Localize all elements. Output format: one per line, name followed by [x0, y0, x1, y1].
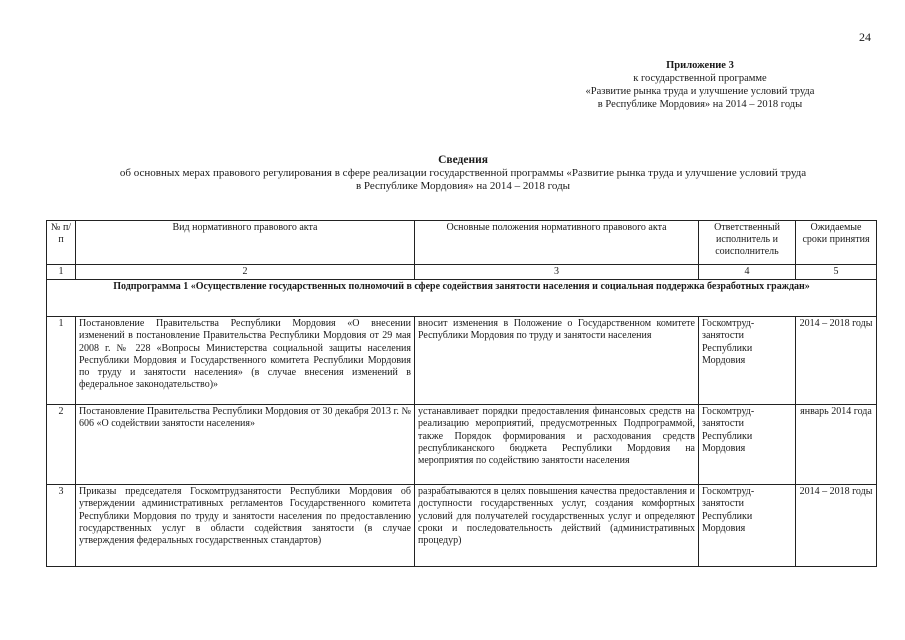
row-act-type: Постановление Правительства Республики Мордовия «О внесении изменений в постановление Правительства Республики Мордовия от 29 мая 2008 г. № 228 «Вопросы Министерства социальной защиты населения Республики Мордовия и Государственного комитета Республики Мордовия по труду и занятости населения» (в случае внесения изменений в федеральное законодательство)»: [76, 317, 415, 405]
subprogram-title: Подпрограмма 1 «Осуществление государственных полномочий в сфере содействия занятости населения и социальная поддержка безработных граждан»: [47, 280, 877, 317]
table-row: [47, 485, 877, 567]
column-number: 3: [415, 265, 699, 280]
row-num: 1: [47, 317, 76, 405]
column-number: 2: [76, 265, 415, 280]
column-number-row: [47, 265, 877, 280]
row-num: 2: [47, 405, 76, 485]
heading-line-1: об основных мерах правового регулирования в сфере реализации государственной программы «Развитие рынка труда и улучшение условий труда: [119, 167, 807, 179]
header-num: № п/п: [47, 221, 76, 265]
column-number: 5: [796, 265, 877, 280]
heading-line-2: в Республике Мордовия» на 2014 – 2018 годы: [355, 180, 571, 192]
row-terms: январь 2014 года: [796, 405, 877, 485]
header-terms: Ожидаемые сроки принятия: [796, 221, 877, 265]
row-provisions: разрабатываются в целях повышения качества предоставления и доступности государственных услуг, создания комфортных условий для получателей государственных услуг и определяют сроки и последовательность действий (административных процедур): [415, 485, 699, 567]
row-num: 3: [47, 485, 76, 567]
row-act-type: Приказы председателя Госкомтрудзанятости Республики Мордовия об утверждении административных регламентов Государственного комитета Республики Мордовия по труду и занятости населения по предоставлению государственных услуг в области содействия занятости (в случае утверждения федеральных государственных стандартов): [76, 485, 415, 567]
appendix-line: «Развитие рынка труда и улучшение условий труда: [585, 86, 815, 97]
row-terms: 2014 – 2018 годы: [796, 485, 877, 567]
row-executor: Госкомтруд-занятости Республики Мордовия: [699, 405, 796, 485]
header-provisions: Основные положения нормативного правового акта: [415, 221, 699, 265]
appendix-line: к государственной программе: [633, 73, 767, 84]
table-row: [47, 317, 877, 405]
row-act-type: Постановление Правительства Республики Мордовия от 30 декабря 2013 г. № 606 «О содействии занятости населения»: [76, 405, 415, 485]
subprogram-row: [47, 280, 877, 317]
table-row: [47, 405, 877, 485]
row-provisions: вносит изменения в Положение о Государственном комитете Республики Мордовия по труду и занятости населения: [415, 317, 699, 405]
appendix-line: в Республике Мордовия» на 2014 – 2018 годы: [597, 99, 803, 110]
row-executor: Госкомтруд-занятости Республики Мордовия: [699, 317, 796, 405]
document-heading: [40, 154, 886, 193]
page-number: 24: [859, 30, 871, 44]
appendix-block: [540, 59, 860, 111]
heading-title: Сведения: [438, 154, 488, 166]
header-act-type: Вид нормативного правового акта: [76, 221, 415, 265]
table-header-row: [47, 221, 877, 265]
appendix-title: Приложение 3: [666, 60, 734, 71]
header-executor: Ответственный исполнитель и соисполнитель: [699, 221, 796, 265]
column-number: 4: [699, 265, 796, 280]
column-number: 1: [47, 265, 76, 280]
row-provisions: устанавливает порядки предоставления финансовых средств на реализацию мероприятий, предусмотренных Подпрограммой, также Порядок формирования и расходования средств республиканского бюджета Республики Мордовия на мероприятия по содействию занятости населения: [415, 405, 699, 485]
measures-table: [46, 220, 877, 567]
row-terms: 2014 – 2018 годы: [796, 317, 877, 405]
row-executor: Госкомтруд-занятости Республики Мордовия: [699, 485, 796, 567]
